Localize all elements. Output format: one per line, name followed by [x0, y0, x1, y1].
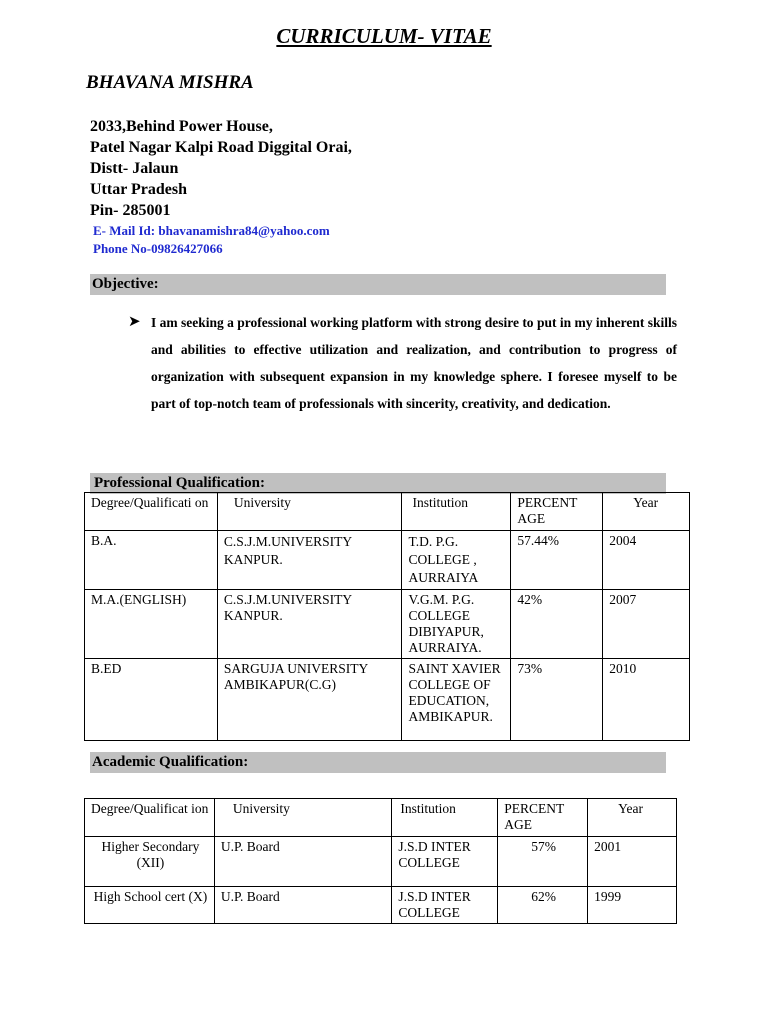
- table-cell: U.P. Board: [214, 837, 392, 887]
- header-cell: PERCENT AGE: [498, 799, 588, 837]
- candidate-name: BHAVANA MISHRA: [86, 72, 254, 93]
- table-cell: SAINT XAVIER COLLEGE OF EDUCATION, AMBIKAPUR.: [402, 659, 511, 741]
- table-cell: V.G.M. P.G. COLLEGE DIBIYAPUR, AURRAIYA.: [402, 590, 511, 659]
- header-cell: Year: [588, 799, 677, 837]
- table-row: [85, 887, 677, 924]
- header-cell: Degree/Qualificati on: [85, 493, 218, 531]
- table-cell: SARGUJA UNIVERSITY AMBIKAPUR(C.G): [217, 659, 402, 741]
- table-cell: 2010: [603, 659, 690, 741]
- address-line: Patel Nagar Kalpi Road Diggital Orai,: [90, 139, 352, 156]
- objective-heading: Objective:: [90, 274, 666, 295]
- table-cell: M.A.(ENGLISH): [85, 590, 218, 659]
- email-text: E- Mail Id: bhavanamishra84@yahoo.com: [93, 223, 330, 238]
- cv-title: CURRICULUM- VITAE: [276, 24, 492, 48]
- table-cell: C.S.J.M.UNIVERSITY KANPUR.: [217, 531, 402, 590]
- objective-text: I am seeking a professional working platform with strong desire to put in my inherent skills and abilities to effective utilization and realization, and contribution to progress of organization with subsequent expansion in my knowledge sphere. I foresee myself to be part of top-notch team of professionals with sincerity, creativity, and dedication.: [151, 315, 677, 411]
- table-cell: 42%: [511, 590, 603, 659]
- table-cell: Higher Secondary (XII): [85, 837, 215, 887]
- table-row: [85, 590, 690, 659]
- table-cell: J.S.D INTER COLLEGE: [392, 837, 498, 887]
- address-line: Pin- 285001: [90, 202, 171, 219]
- table-cell: U.P. Board: [214, 887, 392, 924]
- address-block: [90, 116, 352, 221]
- arrow-bullet-icon: ➤: [128, 314, 141, 330]
- academic-qualification-heading: Academic Qualification:: [90, 752, 666, 773]
- header-cell: PERCENT AGE: [511, 493, 603, 531]
- table-cell: J.S.D INTER COLLEGE: [392, 887, 498, 924]
- address-line: Distt- Jalaun: [90, 160, 179, 177]
- table-row: [85, 659, 690, 741]
- header-cell: University: [214, 799, 392, 837]
- table-cell: B.A.: [85, 531, 218, 590]
- phone-text: Phone No-09826427066: [93, 241, 223, 256]
- table-cell: 57.44%: [511, 531, 603, 590]
- academic-qualification-table: [84, 798, 677, 924]
- header-cell: Institution: [392, 799, 498, 837]
- table-row: [85, 531, 690, 590]
- table-cell: B.ED: [85, 659, 218, 741]
- table-cell: 2001: [588, 837, 677, 887]
- table-cell: 62%: [498, 887, 588, 924]
- address-line: Uttar Pradesh: [90, 181, 188, 198]
- header-cell: Degree/Qualificat ion: [85, 799, 215, 837]
- address-line: 2033,Behind Power House,: [90, 118, 273, 135]
- table-header-row: [85, 799, 677, 837]
- header-cell: Year: [603, 493, 690, 531]
- table-cell: 73%: [511, 659, 603, 741]
- table-cell: High School cert (X): [85, 887, 215, 924]
- header-cell: Institution: [402, 493, 511, 531]
- professional-qualification-heading: Professional Qualification:: [90, 473, 666, 494]
- table-cell: 57%: [498, 837, 588, 887]
- table-cell: T.D. P.G. COLLEGE , AURRAIYA: [402, 531, 511, 590]
- professional-qualification-table: [84, 492, 690, 741]
- table-cell: 2007: [603, 590, 690, 659]
- table-cell: 1999: [588, 887, 677, 924]
- header-cell: University: [217, 493, 402, 531]
- table-row: [85, 837, 677, 887]
- table-cell: 2004: [603, 531, 690, 590]
- table-header-row: [85, 493, 690, 531]
- table-cell: C.S.J.M.UNIVERSITY KANPUR.: [217, 590, 402, 659]
- contact-block: [93, 222, 330, 258]
